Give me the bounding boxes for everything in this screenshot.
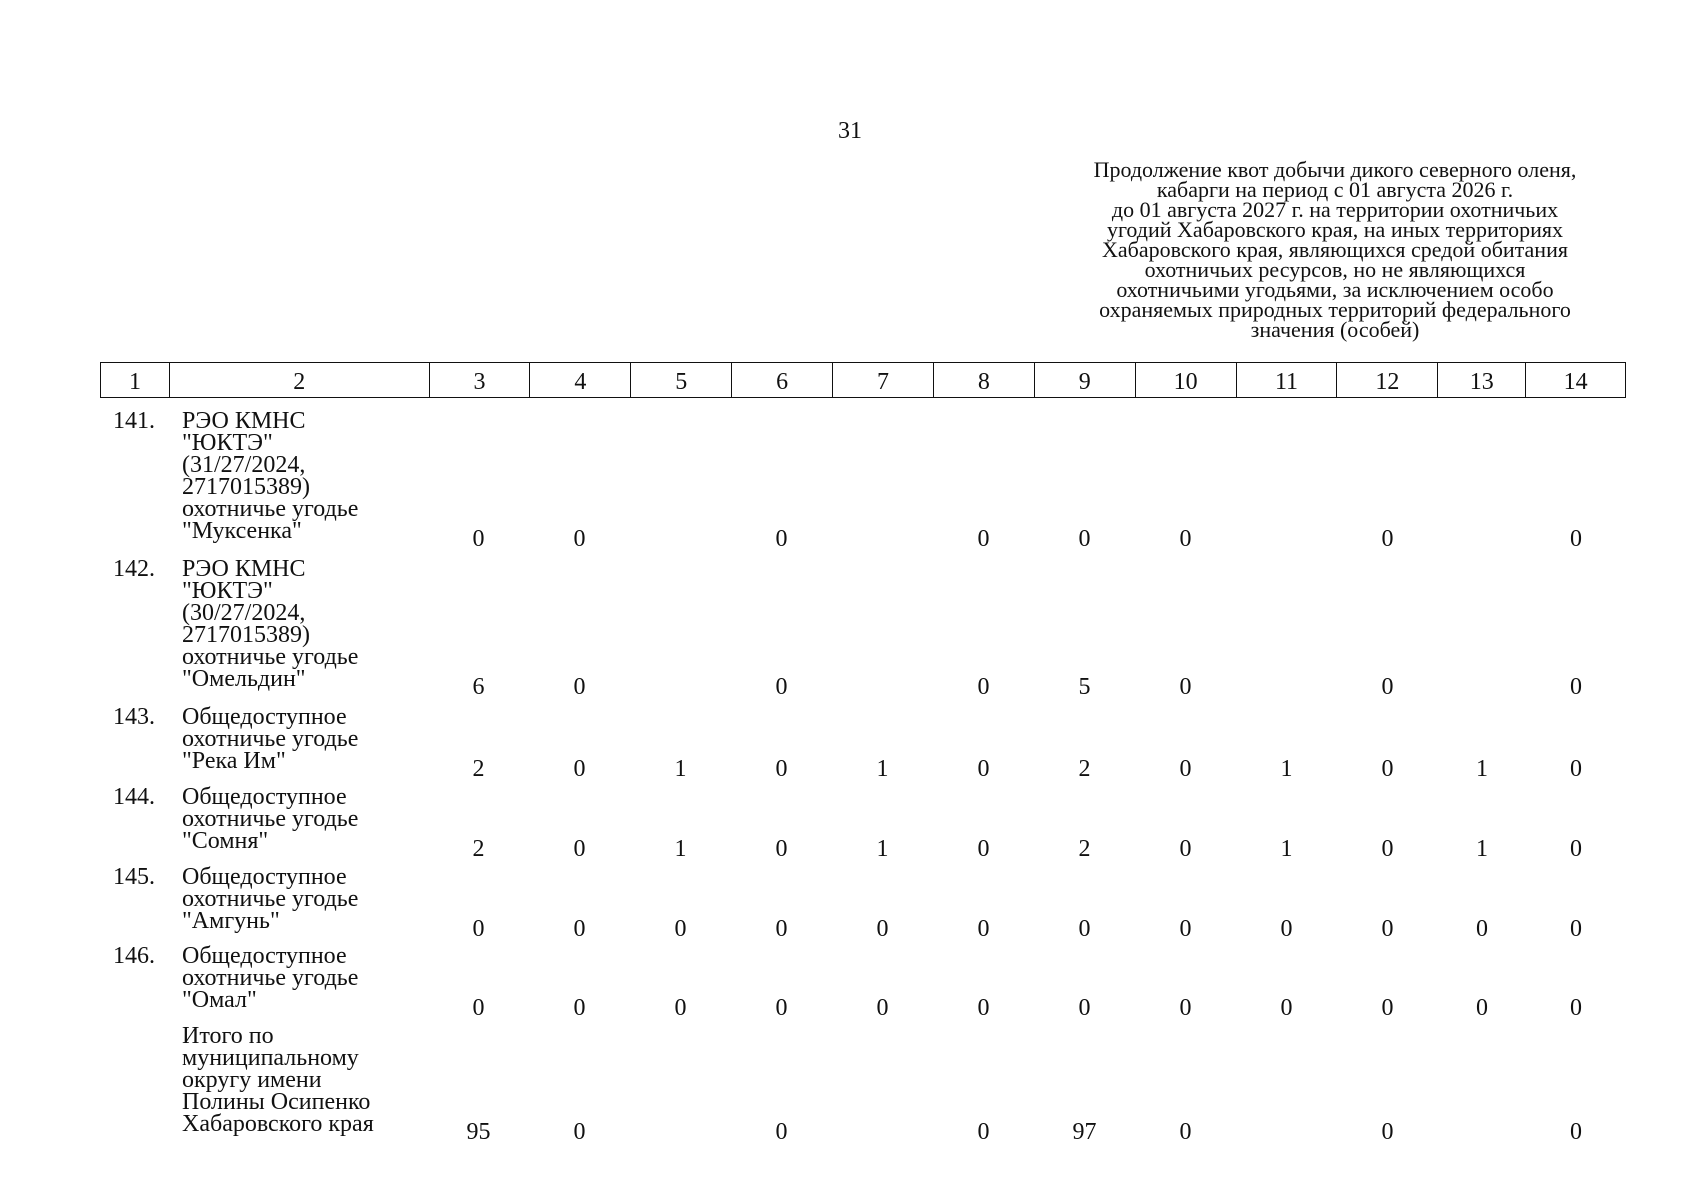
table-caption	[1055, 157, 1615, 342]
row-number: 146.	[113, 943, 155, 969]
row-name-line: охотничье угодье	[182, 886, 359, 912]
value-cell: 95	[466, 1119, 491, 1145]
row-name-line: охотничье угодье	[182, 726, 359, 752]
row-name-line: (30/27/2024,	[182, 600, 306, 626]
row-name-line: муниципальному	[182, 1045, 359, 1071]
value-cell: 1	[876, 836, 889, 862]
value-cell: 0	[1570, 526, 1582, 552]
caption-line: охотничьими угодьями, за исключением особо	[1116, 277, 1554, 302]
value-cell: 5	[1078, 674, 1091, 700]
row-name	[182, 558, 432, 690]
row-name-line: Общедоступное	[182, 943, 347, 969]
caption-line: охраняемых природных территорий федерального	[1099, 297, 1571, 322]
caption-line: до 01 августа 2027 г. на территории охотничьих	[1111, 197, 1559, 222]
column-header: 5	[630, 363, 731, 397]
value-cell: 2	[472, 836, 485, 862]
row-name	[182, 945, 432, 1011]
value-cell: 0	[1179, 836, 1192, 862]
row-name-line: охотничье угодье	[182, 965, 359, 991]
caption-line: кабарги на период с 01 августа 2026 г.	[1156, 177, 1514, 202]
value-cell: 0	[1570, 995, 1582, 1021]
row-name-line: (31/27/2024,	[182, 452, 306, 478]
row-name-line: 2717015389)	[182, 622, 310, 648]
value-cell: 0	[1179, 1119, 1192, 1145]
value-cell: 1	[1280, 836, 1293, 862]
value-cell: 0	[573, 674, 586, 700]
page-number: 31	[838, 118, 862, 144]
table-header-row	[100, 362, 1626, 398]
value-cell: 1	[1476, 756, 1488, 782]
row-name-line: Хабаровского края	[182, 1111, 374, 1137]
value-cell: 0	[775, 916, 788, 942]
value-cell: 0	[977, 1119, 990, 1145]
value-cell: 0	[1381, 756, 1394, 782]
value-cell: 0	[1078, 526, 1091, 552]
row-name-line: охотничье угодье	[182, 806, 359, 832]
row-name-line: "ЮКТЭ"	[182, 578, 273, 604]
row-name-line: охотничье угодье	[182, 496, 359, 522]
row-name	[182, 786, 432, 852]
row-number: 145.	[113, 864, 155, 890]
value-cell: 0	[1179, 995, 1192, 1021]
value-cell: 0	[977, 756, 990, 782]
value-cell: 0	[472, 526, 485, 552]
row-name	[182, 866, 432, 932]
column-header: 12	[1336, 363, 1437, 397]
value-cell: 0	[573, 995, 586, 1021]
caption-line: охотничьих ресурсов, но не являющихся	[1144, 257, 1526, 282]
value-cell: 0	[775, 756, 788, 782]
value-cell: 0	[1381, 674, 1394, 700]
value-cell: 6	[472, 674, 485, 700]
value-cell: 0	[775, 995, 788, 1021]
caption-line: угодий Хабаровского края, на иных территориях	[1106, 217, 1564, 242]
column-header: 9	[1034, 363, 1135, 397]
value-cell: 2	[1078, 756, 1091, 782]
row-name-line: "ЮКТЭ"	[182, 430, 273, 456]
value-cell: 0	[1476, 916, 1488, 942]
value-cell: 1	[876, 756, 889, 782]
value-cell: 0	[1570, 1119, 1582, 1145]
row-name-line: Общедоступное	[182, 864, 347, 890]
value-cell: 0	[977, 916, 990, 942]
row-name-line: Полины Осипенко	[182, 1089, 371, 1115]
value-cell: 0	[1280, 995, 1293, 1021]
value-cell: 0	[876, 916, 889, 942]
value-cell: 0	[1381, 916, 1394, 942]
caption-line: Хабаровского края, являющихся средой обитания	[1102, 237, 1568, 262]
value-cell: 0	[472, 916, 485, 942]
row-name-line: "Муксенка"	[182, 518, 302, 544]
value-cell: 0	[775, 674, 788, 700]
value-cell: 0	[1381, 836, 1394, 862]
value-cell: 0	[977, 836, 990, 862]
value-cell: 1	[1476, 836, 1488, 862]
column-header: 1	[128, 369, 141, 395]
value-cell: 1	[674, 756, 687, 782]
value-cell: 0	[1381, 526, 1394, 552]
value-cell: 0	[573, 526, 586, 552]
row-name-line: "Сомня"	[182, 828, 269, 854]
row-name	[182, 410, 432, 542]
value-cell: 0	[977, 995, 990, 1021]
value-cell: 0	[1078, 995, 1091, 1021]
value-cell: 0	[1570, 916, 1582, 942]
value-cell: 0	[977, 674, 990, 700]
value-cell: 1	[1280, 756, 1293, 782]
column-header: 7	[832, 363, 933, 397]
value-cell: 0	[674, 916, 687, 942]
value-cell: 0	[674, 995, 687, 1021]
column-header: 10	[1135, 363, 1236, 397]
value-cell: 0	[775, 836, 788, 862]
value-cell: 0	[1179, 756, 1192, 782]
value-cell: 0	[1476, 995, 1488, 1021]
column-header: 14	[1525, 363, 1625, 397]
value-cell: 0	[573, 836, 586, 862]
row-name-line: охотничье угодье	[182, 644, 359, 670]
column-header: 2	[169, 363, 429, 397]
row-name-line: округу имени	[182, 1067, 322, 1093]
caption-line: Продолжение квот добычи дикого северного оленя,	[1093, 157, 1577, 182]
value-cell: 2	[1078, 836, 1091, 862]
value-cell: 0	[1381, 1119, 1394, 1145]
column-header: 8	[933, 363, 1034, 397]
value-cell: 0	[573, 1119, 586, 1145]
value-cell: 0	[1570, 674, 1582, 700]
value-cell: 1	[674, 836, 687, 862]
value-cell: 0	[472, 995, 485, 1021]
row-name	[182, 1025, 432, 1135]
column-header: 3	[429, 363, 530, 397]
column-header: 4	[529, 363, 630, 397]
value-cell: 97	[1072, 1119, 1097, 1145]
row-name-line: РЭО КМНС	[182, 408, 306, 434]
value-cell: 0	[1280, 916, 1293, 942]
row-name	[182, 706, 432, 772]
row-name-line: "Омал"	[182, 987, 257, 1013]
value-cell: 0	[1381, 995, 1394, 1021]
row-name-line: "Амгунь"	[182, 908, 280, 934]
row-number: 144.	[113, 784, 155, 810]
value-cell: 0	[1179, 916, 1192, 942]
value-cell: 0	[876, 995, 889, 1021]
caption-line: значения (особей)	[1250, 317, 1420, 342]
value-cell: 0	[573, 916, 586, 942]
row-name-line: Общедоступное	[182, 704, 347, 730]
row-name-line: Общедоступное	[182, 784, 347, 810]
row-name-line: "Река Им"	[182, 748, 286, 774]
value-cell: 2	[472, 756, 485, 782]
value-cell: 0	[1179, 526, 1192, 552]
column-header: 13	[1437, 363, 1525, 397]
row-name-line: РЭО КМНС	[182, 556, 306, 582]
value-cell: 0	[775, 526, 788, 552]
value-cell: 0	[775, 1119, 788, 1145]
value-cell: 0	[1570, 756, 1582, 782]
row-number: 142.	[113, 556, 155, 582]
value-cell: 0	[1570, 836, 1582, 862]
row-name-line: "Омельдин"	[182, 666, 306, 692]
row-number: 143.	[113, 704, 155, 730]
value-cell: 0	[977, 526, 990, 552]
row-number: 141.	[113, 408, 155, 434]
row-name-line: 2717015389)	[182, 474, 310, 500]
value-cell: 0	[1078, 916, 1091, 942]
row-name-line: Итого по	[182, 1023, 274, 1049]
column-header: 11	[1236, 363, 1337, 397]
column-header: 6	[731, 363, 832, 397]
value-cell: 0	[1179, 674, 1192, 700]
value-cell: 0	[573, 756, 586, 782]
